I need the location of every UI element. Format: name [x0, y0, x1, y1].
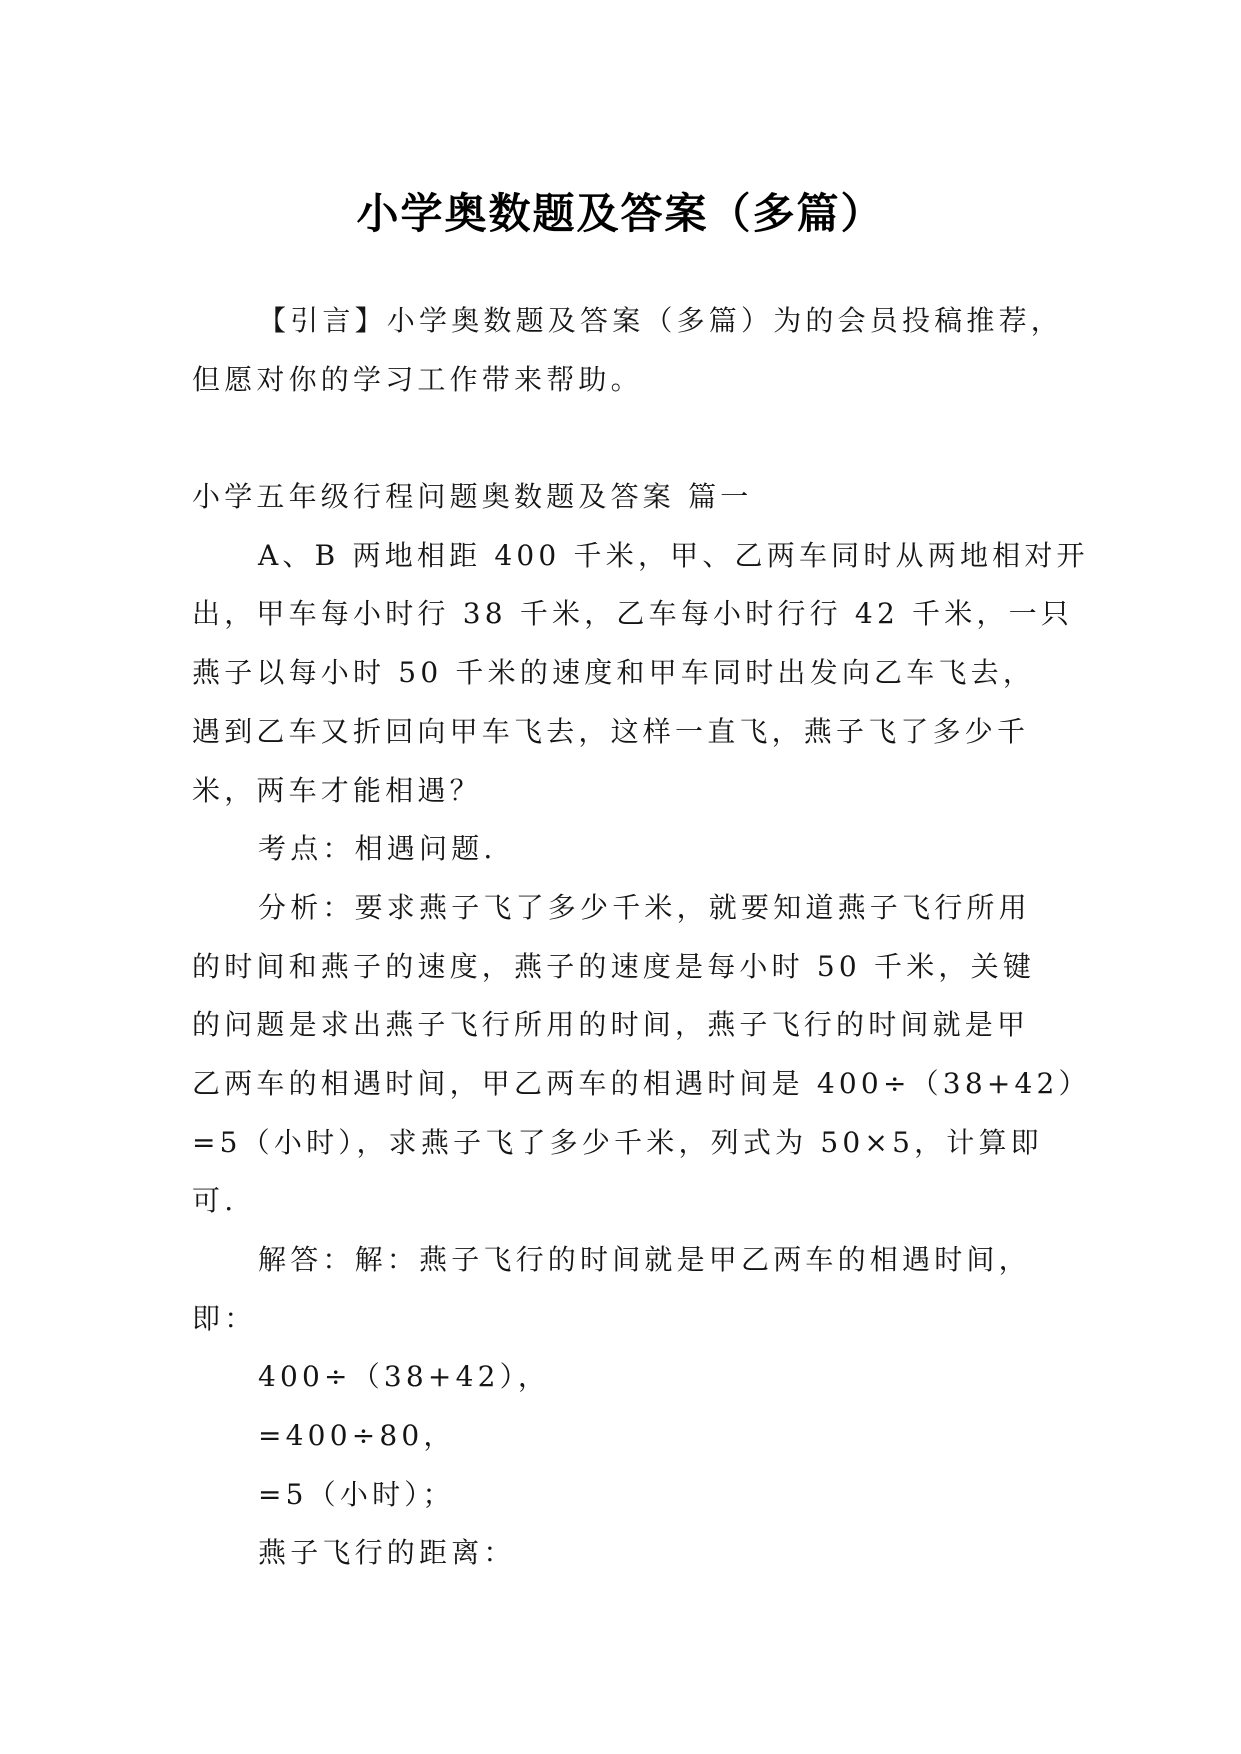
analysis-line: 的时间和燕子的速度，燕子的速度是每小时 50 千米，关键 [192, 949, 1036, 983]
solution-step: 400÷（38+42）， [258, 1360, 551, 1394]
key-point: 考点：相遇问题. [258, 832, 497, 866]
intro-line: 但愿对你的学习工作带来帮助。 [192, 362, 643, 396]
blank-line [192, 409, 1092, 468]
solution-step: 燕子飞行的距离： [258, 1536, 516, 1570]
solution-step: =5（小时）； [258, 1477, 455, 1511]
page-title: 小学奥数题及答案（多篇） [356, 189, 885, 239]
intro-paragraph [192, 292, 1092, 409]
problem-line: 燕子以每小时 50 千米的速度和甲车同时出发向乙车飞去， [192, 656, 1036, 690]
solution-steps [192, 1348, 1092, 1583]
problem-line: 米，两车才能相遇？ [192, 773, 482, 807]
document-body [192, 292, 1092, 1583]
problem-line: 出，甲车每小时行 38 千米，乙车每小时行行 42 千米，一只 [192, 597, 1074, 631]
answer-line: 解答：解：燕子飞行的时间就是甲乙两车的相遇时间， [258, 1243, 1031, 1276]
analysis-line: 分析：要求燕子飞了多少千米，就要知道燕子飞行所用 [258, 890, 1031, 924]
analysis-line: =5（小时），求燕子飞了多少千米，列式为 50×5，计算即 [192, 1125, 1043, 1159]
answer-line: 即： [192, 1301, 257, 1335]
problem-line: A、B 两地相距 400 千米，甲、乙两车同时从两地相对开 [258, 538, 1089, 572]
section-heading: 小学五年级行程问题奥数题及答案 篇一 [192, 480, 753, 514]
analysis-line: 乙两车的相遇时间，甲乙两车的相遇时间是 400÷（38+42） [192, 1066, 1091, 1100]
problem-line: 遇到乙车又折回向甲车飞去，这样一直飞，燕子飞了多少千 [192, 714, 1030, 748]
problem-paragraph [192, 527, 1092, 820]
solution-step: =400÷80， [258, 1419, 456, 1453]
analysis-paragraph [192, 879, 1092, 1231]
analysis-line: 可. [192, 1184, 238, 1218]
intro-line: 【引言】小学奥数题及答案（多篇）为的会员投稿推荐， [258, 304, 1064, 337]
answer-paragraph [192, 1231, 1092, 1348]
analysis-line: 的问题是求出燕子飞行所用的时间，燕子飞行的时间就是甲 [192, 1008, 1030, 1042]
